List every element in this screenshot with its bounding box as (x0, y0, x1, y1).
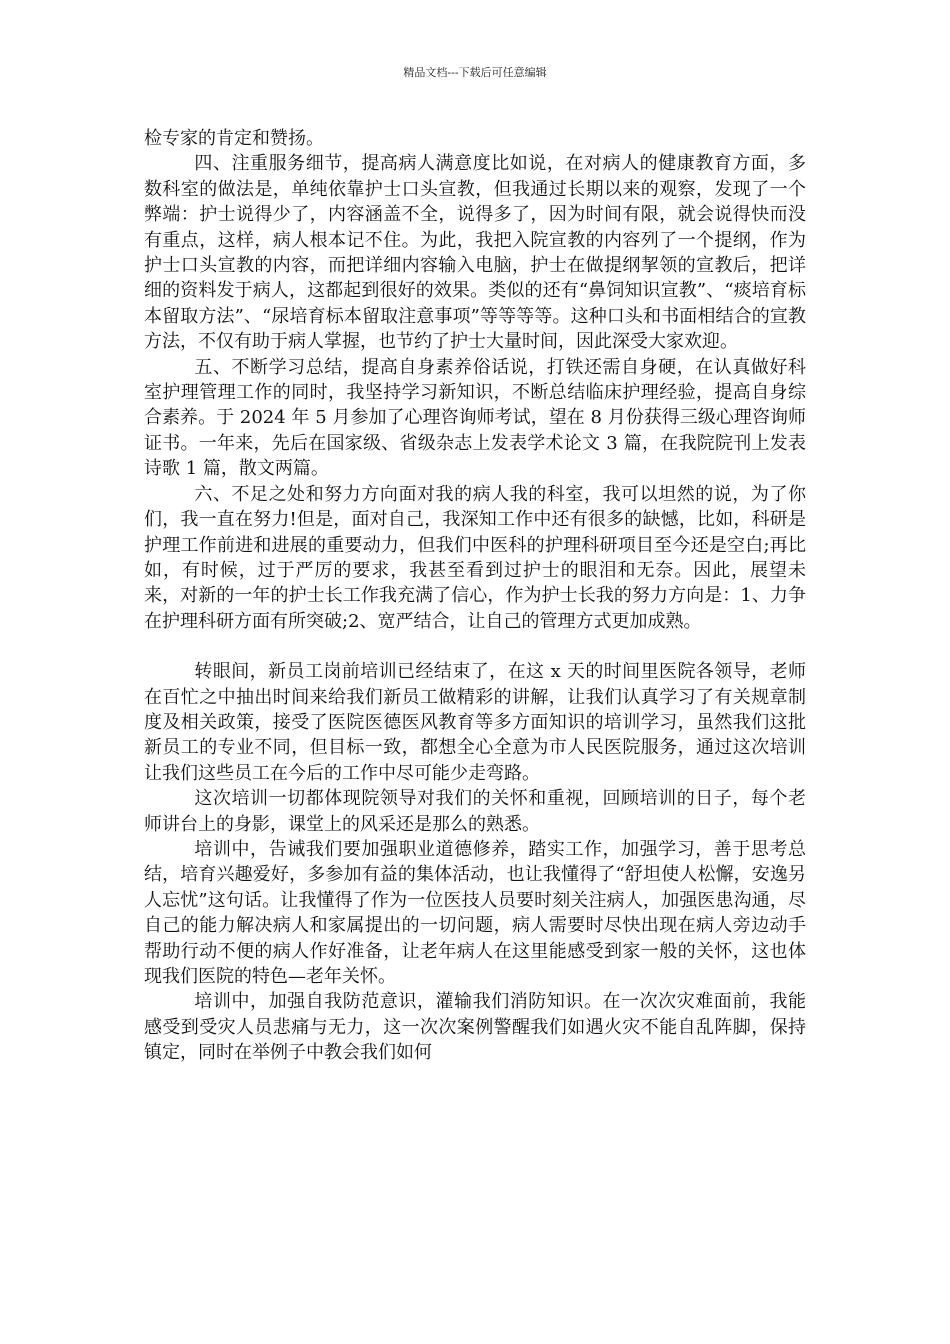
paragraph-continuation: 检专家的肯定和赞扬。 (144, 128, 324, 149)
paragraph-training-intro: 转眼间，新员工岗前培训已经结束了，在这 x 天的时间里医院各领导，老师在百忙之中抽出时间来给我们新员工做精彩的讲解，让我们认真学习了有关规章制度及相关政策，接受了医院医德医风教育等多方面知识的培训学习，虽然我们这批新员工的专业不同，但目标一致，都想全心全意为市人民医院服务，通过这次培训让我们这些员工在今后的工作中尽可能少走弯路。 (144, 661, 806, 784)
page-header: 精品文档---下载后可任意编辑 (403, 66, 547, 79)
document-body (144, 126, 806, 1066)
paragraph-study-summary: 五、不断学习总结，提高自身素养俗话说，打铁还需自身硬，在认真做好科室护理管理工作的同时，我坚持学习新知识，不断总结临床护理经验，提高自身综合素养。于 2024 年 5 月参加了心理咨询师考试，望在 8 月份获得三级心理咨询师证书。一年来，先后在国家级、省级杂志上发表学术论文 3 篇，在我院院刊上发表诗歌 1 篇，散文两篇。 (144, 356, 806, 480)
paragraph-shortcomings: 六、不足之处和努力方向面对我的病人我的科室，我可以坦然的说，为了你们，我一直在努力!但是，面对自己，我深知工作中还有很多的缺憾，比如，科研是护理工作前进和进展的重要动力，但我们中医科的护理科研项目至今还是空白;再比如，有时候，过于严厉的要求，我甚至看到过护士的眼泪和无奈。因此，展望未来，对新的一年的护士长工作我充满了信心，作为护士长我的努力方向是：1、力争在护理科研方面有所突破;2、宽严结合，让自己的管理方式更加成熟。 (144, 483, 806, 632)
paragraph-training-ethics: 培训中，告诫我们要加强职业道德修养，踏实工作，加强学习，善于思考总结，培育兴趣爱好，多参加有益的集体活动，也让我懂得了“舒坦使人松懈，安逸另人忘忧”这句话。让我懂得了作为一位医技人员要时刻关注病人，加强医患沟通，尽自己的能力解决病人和家属提出的一切问题，病人需要时尽快出现在病人旁边动手帮助行动不便的病人作好准备，让老年病人在这里能感受到家一般的关怀，这也体现我们医院的特色—老年关怀。 (144, 838, 806, 987)
paragraph-service-details: 四、注重服务细节，提高病人满意度比如说，在对病人的健康教育方面，多数科室的做法是，单纯依靠护士口头宣教，但我通过长期以来的观察，发现了一个弊端：护士说得少了，内容涵盖不全，说得多了，因为时间有限，就会说得快而没有重点，这样，病人根本记不住。为此，我把入院宣教的内容列了一个提纲，作为护士口头宣教的内容，而把详细内容输入电脑，护士在做提纲挈领的宣教后，把详细的资料发于病人，这都起到很好的效果。类似的还有“鼻饲知识宣教”、“痰培育标本留取方法”、“尿培育标本留取注意事项”等等等等。这种口头和书面相结合的宣教方法，不仅有助于病人掌握，也节约了护士大量时间，因此深受大家欢迎。 (144, 153, 806, 353)
paragraph-training-fire-safety: 培训中，加强自我防范意识，灌输我们消防知识。在一次次灾难面前，我能感受到受灾人员悲痛与无力，这一次次案例警醒我们如遇火灾不能自乱阵脚，保持镇定，同时在举例子中教会我们如何 (144, 991, 806, 1064)
paragraph-training-care: 这次培训一切都体现院领导对我们的关怀和重视，回顾培训的日子，每个老师讲台上的身影，课堂上的风采还是那么的熟悉。 (144, 788, 806, 835)
